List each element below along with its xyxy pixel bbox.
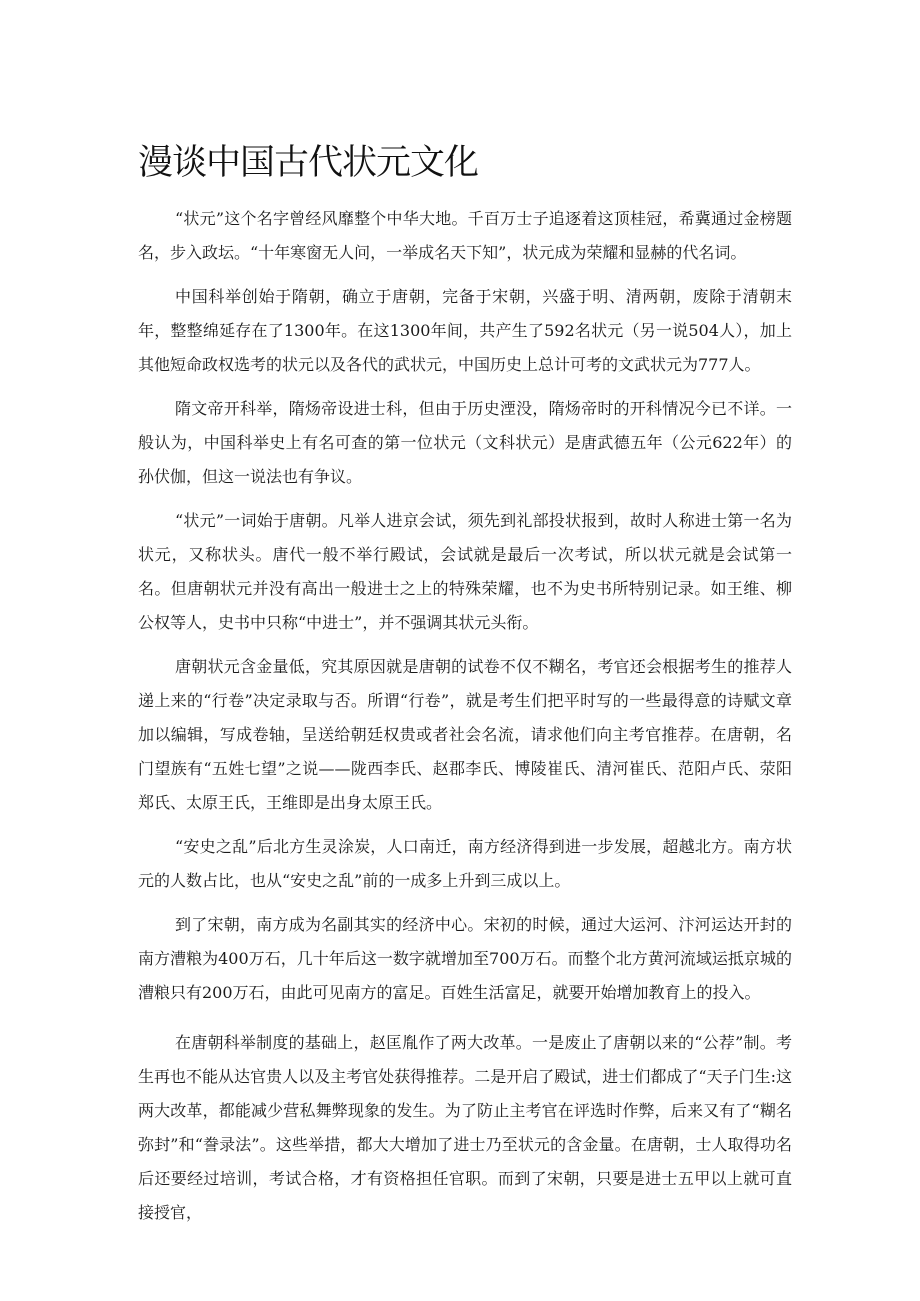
paragraph-2: 中国科举创始于隋朝，确立于唐朝，完备于宋朝，兴盛于明、清两朝，废除于清朝末年，整整绵延存在了1300年。在这1300年间，共产生了592名状元（另一说504人），加上其他短命政权选考的状元以及各代的武状元，中国历史上总计可考的文武状元为777人。 xyxy=(138,287,792,374)
article-body xyxy=(138,202,792,1230)
paragraph-8: 在唐朝科举制度的基础上，赵匡胤作了两大改革。一是废止了唐朝以来的“公荐”制。考生再也不能从达官贵人以及主考官处获得推荐。二是开启了殿试，进士们都成了“天子门生:这两大改革，都能减少营私舞弊现象的发生。为了防止主考官在评选时作弊，后来又有了“糊名弥封”和“誊录法”。这些举措，都大大增加了进士乃至状元的含金量。在唐朝，士人取得功名后还要经过培训，考试合格，才有资格担任官职。而到了宋朝，只要是进士五甲以上就可直接授官， xyxy=(138,1033,792,1222)
paragraph-1: “状元”这个名字曾经风靡整个中华大地。千百万士子追逐着这顶桂冠，希冀通过金榜题名，步入政坛。“十年寒窗无人问，一举成名天下知”，状元成为荣耀和显赫的代名词。 xyxy=(138,209,792,262)
paragraph-6: “安史之乱”后北方生灵涂炭，人口南迁，南方经济得到进一步发展，超越北方。南方状元的人数占比，也从“安史之乱”前的一成多上升到三成以上。 xyxy=(138,837,792,890)
paragraph-3: 隋文帝开科举，隋炀帝设进士科，但由于历史湮没，隋炀帝时的开科情况今已不详。一般认为，中国科举史上有名可查的第一位状元（文科状元）是唐武德五年（公元622年）的孙伏伽，但这一说法也有争议。 xyxy=(138,399,792,486)
article-title: 漫谈中国古代状元文化 xyxy=(138,143,479,183)
paragraph-4: “状元”一词始于唐朝。凡举人进京会试，须先到礼部投状报到，故时人称进士第一名为状元，又称状头。唐代一般不举行殿试，会试就是最后一次考试，所以状元就是会试第一名。但唐朝状元并没有高出一般进士之上的特殊荣耀，也不为史书所特别记录。如王维、柳公权等人，史书中只称“中进士”，并不强调其状元头衔。 xyxy=(138,511,792,632)
paragraph-7: 到了宋朝，南方成为名副其实的经济中心。宋初的时候，通过大运河、汴河运达开封的南方漕粮为400万石，几十年后这一数字就增加至700万石。而整个北方黄河流域运抵京城的漕粮只有200万石，由此可见南方的富足。百姓生活富足，就要开始增加教育上的投入。 xyxy=(138,915,792,1002)
paragraph-5: 唐朝状元含金量低，究其原因就是唐朝的试卷不仅不糊名，考官还会根据考生的推荐人递上来的“行卷”决定录取与否。所谓“行卷”，就是考生们把平时写的一些最得意的诗赋文章加以编辑，写成卷轴，呈送给朝廷权贵或者社会名流，请求他们向主考官推荐。在唐朝，名门望族有“五姓七望”之说——陇西李氏、赵郡李氏、博陵崔氏、清河崔氏、范阳卢氏、荥阳郑氏、太原王氏，王维即是出身太原王氏。 xyxy=(138,657,792,812)
